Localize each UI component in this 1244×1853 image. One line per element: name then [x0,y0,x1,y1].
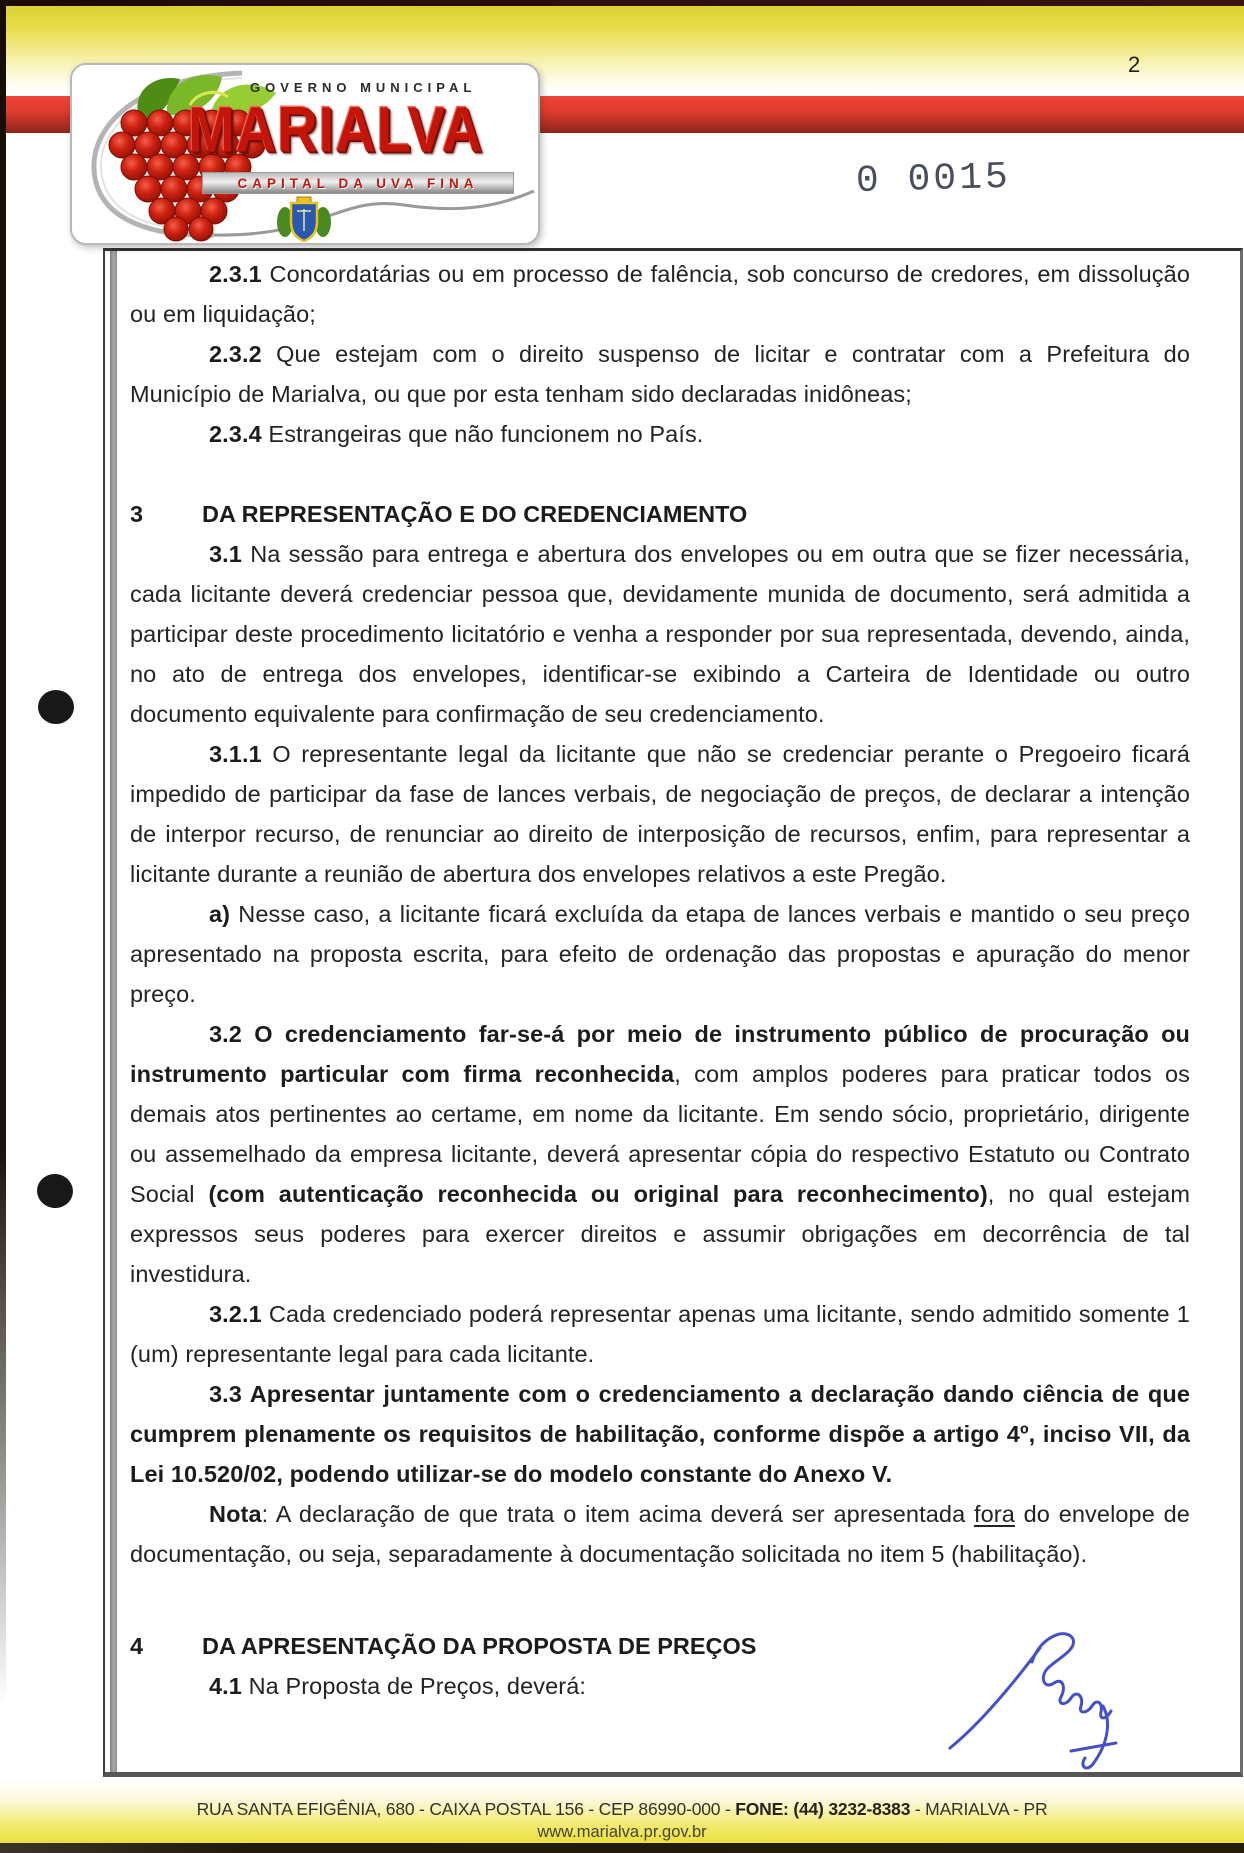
scan-bottom-edge [0,1843,1244,1853]
paragraph-3-2: 3.2 O credenciamento far-se-á por meio de instrumento público de procuração ou instrumento particular com firma reconhecida, com amplos poderes para praticar todos os demais atos pertinentes ao certame, em nome da licitante. Em sendo sócio, proprietário, dirigente ou assemelhado da empresa licitante, deverá apresentar cópia do respectivo Estatuto ou Contrato Social (com autenticação reconhecida ou original para reconhecimento), no qual estejam expressos seus poderes para exercer direitos e assumir obrigações em decorrência de tal investidura. [130,1021,1191,1287]
footer-phone: FONE: (44) 3232-8383 [735,1799,911,1819]
hole-punch-mark [35,1172,75,1211]
document-body [105,251,1240,1706]
section-4-heading: 4 DA APRESENTAÇÃO DA PROPOSTA DE PREÇOS [130,1633,757,1659]
scan-top-edge [0,0,1244,6]
logo-tagline-text: CAPITAL DA UVA FINA [237,175,479,191]
document-content-frame [103,248,1243,1777]
page-number: 2 [1128,52,1141,77]
logo-tagline-banner [202,172,514,194]
paragraph-2-3-2: 2.3.2 Que estejam com o direito suspenso de licitar e contratar com a Prefeitura do Município de Marialva, ou que por esta tenham sido declaradas inidôneas; [130,341,1190,407]
footer-website: www.marialva.pr.gov.br [537,1823,707,1841]
paragraph-3-1-1: 3.1.1 O representante legal da licitante que não se credenciar perante o Pregoeiro ficará impedido de participar da fase de lances verbais, de negociação de preços, de declarar a intenção de interpor recurso, de renunciar ao direito de interposição de recursos, enfim, para representar a licitante durante a reunião de abertura dos envelopes relativos a este Pregão. [130,741,1190,887]
paragraph-3-1: 3.1 Na sessão para entrega e abertura dos envelopes ou em outra que se fizer necessária, cada licitante deverá credenciar pessoa que, devidamente munida de documento, será admitida a participar deste procedimento licitatório e venha a responder por sua representada, devendo, ainda, no ato de entrega dos envelopes, identificar-se exibindo a Carteira de Identidade ou outro documento equivalente para confirmação de seu credenciamento. [130,541,1190,727]
section-3-heading: 3 DA REPRESENTAÇÃO E DO CREDENCIAMENTO [130,501,748,527]
footer-address: RUA SANTA EFIGÊNIA, 680 - CAIXA POSTAL 156 - CEP 86990-000 - FONE: (44) 3232-8383 - MARIALVA - PR [196,1799,1048,1819]
paragraph-2-3-4: 2.3.4 Estrangeiras que não funcionem no País. [209,421,704,447]
handwritten-signature [940,1622,1120,1790]
logo-city-name: MARIALVA [188,93,484,165]
paragraph-a: a) Nesse caso, a licitante ficará excluída da etapa de lances verbais e mantido o seu preço apresentado na proposta escrita, para efeito de ordenação das propostas e apuração do menor preço. [130,901,1190,1007]
paragraph-nota: Nota: A declaração de que trata o item acima deverá ser apresentada fora do envelope de documentação, ou seja, separadamente à documentação solicitada no item 5 (habilitação). [130,1501,1190,1567]
paragraph-4-1: 4.1 Na Proposta de Preços, deverá: [209,1673,587,1699]
paragraph-3-2-1: 3.2.1 Cada credenciado poderá representar apenas uma licitante, sendo admitido somente 1 (um) representante legal para cada licitante. [130,1301,1190,1367]
paragraph-2-3-1: 2.3.1 Concordatárias ou em processo de falência, sob concurso de credores, em dissolução ou em liquidação; [130,261,1190,327]
process-number-stamp: 0 0015 [855,155,1012,204]
scan-left-edge [0,0,6,1853]
hole-punch-mark [38,690,74,724]
logo-government-text: GOVERNO MUNICIPAL [250,80,477,95]
coat-of-arms-icon [277,197,331,241]
paragraph-3-3: 3.3 Apresentar juntamente com o credenciamento a declaração dando ciência de que cumprem plenamente os requisitos de habilitação, conforme dispõe a artigo 4º, inciso VII, da Lei 10.520/02, podendo utilizar-se do modelo constante do Anexo V. [130,1381,1190,1487]
marialva-logo [70,63,540,245]
